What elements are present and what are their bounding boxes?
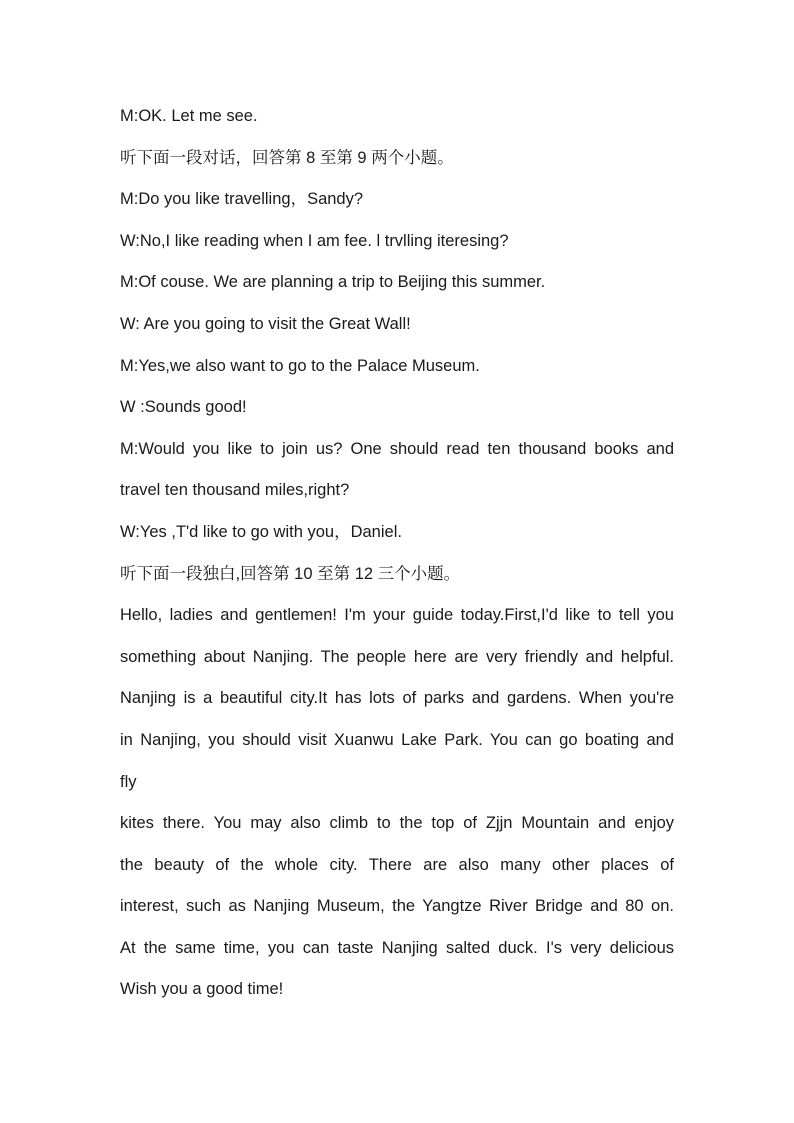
text-line: W :Sounds good!: [120, 398, 247, 417]
text-line: M:Of couse. We are planning a trip to Beijing this summer.: [120, 273, 546, 292]
text-line: M:Do you like travelling，Sandy?: [120, 190, 364, 209]
document-page: [120, 96, 674, 1011]
text-line: Nanjing is a beautiful city.It has lots of parks and gardens. When you're: [120, 689, 674, 708]
text-line: At the same time, you can taste Nanjing salted duck. I's very delicious: [120, 938, 674, 957]
text-line: the beauty of the whole city. There are also many other places of: [120, 855, 674, 874]
text-line: travel ten thousand miles,right?: [120, 481, 350, 500]
text-line: W: Are you going to visit the Great Wall!: [120, 314, 411, 333]
text-line: interest, such as Nanjing Museum, the Yangtze River Bridge and 80 on.: [120, 897, 674, 916]
text-line: W:No,I like reading when I am fee. l trvlling iteresing?: [120, 231, 509, 250]
text-line: W:Yes ,T'd like to go with you，Daniel.: [120, 522, 402, 541]
text-line: M:Yes,we also want to go to the Palace Museum.: [120, 356, 480, 375]
text-line: in Nanjing, you should visit Xuanwu Lake Park. You can go boating and: [120, 730, 674, 749]
text-line: something about Nanjing. The people here are very friendly and helpful.: [120, 647, 674, 666]
text-line: M:OK. Let me see.: [120, 107, 258, 125]
section-heading: 听下面一段对话，回答第 8 至第 9 两个小题。: [120, 148, 454, 167]
text-line: M:Would you like to join us? One should read ten thousand books and: [120, 439, 674, 458]
text-line: kites there. You may also climb to the top of Zjjn Mountain and enjoy: [120, 814, 674, 833]
text-line: Hello, ladies and gentlemen! I'm your guide today.First,I'd like to tell you: [120, 606, 674, 625]
section-heading: 听下面一段独白,回答第 10 至第 12 三个小题。: [120, 564, 461, 583]
text-line: Wish you a good time!: [120, 980, 284, 999]
text-line: fly: [120, 772, 137, 791]
